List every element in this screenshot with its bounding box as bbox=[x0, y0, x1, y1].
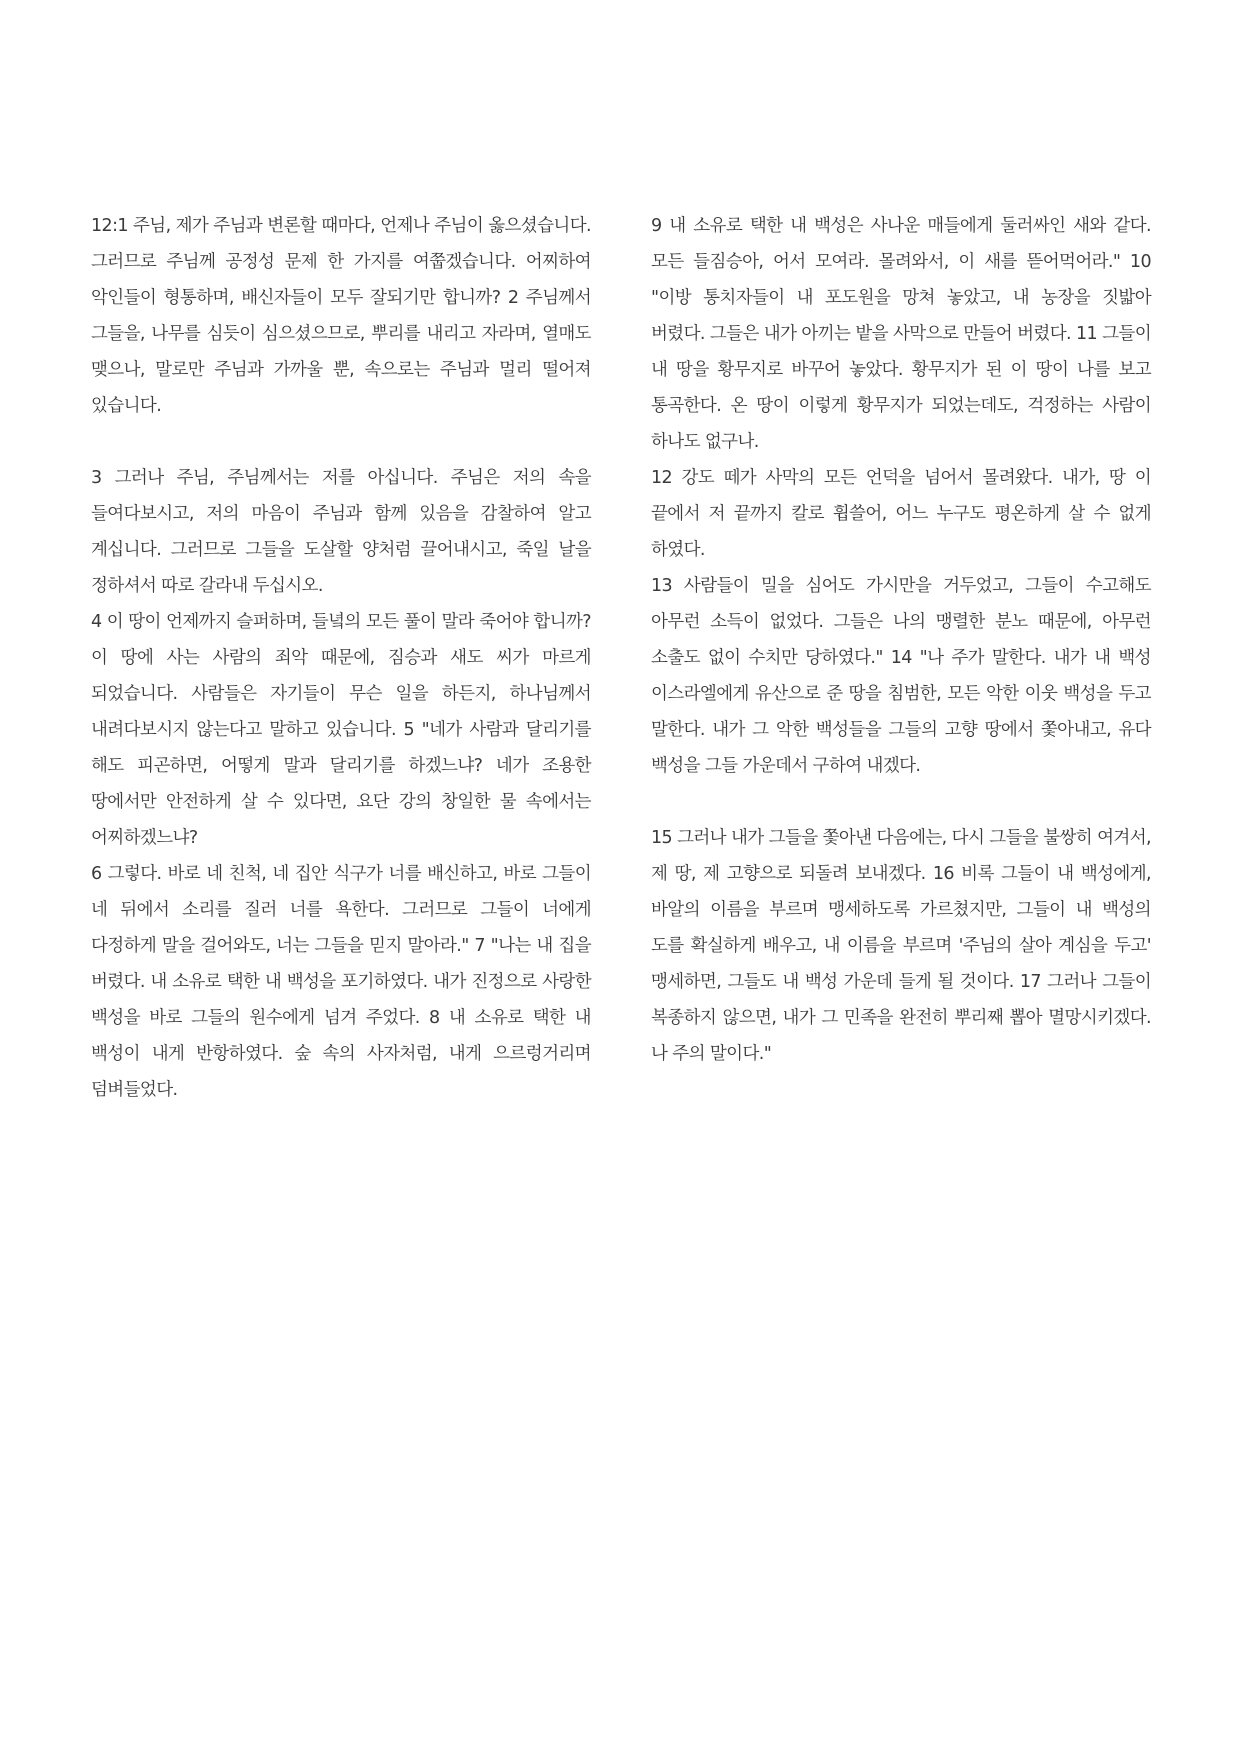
paragraph: 3 그러나 주님, 주님께서는 저를 아십니다. 주님은 저의 속을 들여다보시고, 저의 마음이 주님과 함께 있음을 감찰하여 알고 계십니다. 그러므로 그들을 도살할 양처럼 끌어내시고, 죽일 날을 정하셔서 따로 갈라내 두십시오. bbox=[91, 468, 591, 596]
left-text-column bbox=[91, 208, 591, 1108]
paragraph: 12 강도 떼가 사막의 모든 언덕을 넘어서 몰려왔다. 내가, 땅 이 끝에서 저 끝까지 칼로 휩쓸어, 어느 누구도 평온하게 살 수 없게 하였다. bbox=[651, 468, 1151, 560]
right-text-column bbox=[651, 208, 1151, 1072]
paragraph: 4 이 땅이 언제까지 슬퍼하며, 들녘의 모든 풀이 말라 죽어야 합니까? 이 땅에 사는 사람의 죄악 때문에, 짐승과 새도 씨가 마르게 되었습니다. 사람들은 자기들이 무슨 일을 하든지, 하나님께서 내려다보시지 않는다고 말하고 있습니다. 5 "네가 사람과 달리기를 해도 피곤하면, 어떻게 말과 달리기를 하겠느냐? 네가 조용한 땅에서만 안전하게 살 수 있다면, 요단 강의 창일한 물 속에서는 어찌하겠느냐? bbox=[91, 612, 591, 848]
paragraph: 13 사람들이 밀을 심어도 가시만을 거두었고, 그들이 수고해도 아무런 소득이 없었다. 그들은 나의 맹렬한 분노 때문에, 아무런 소출도 없이 수치만 당하였다." 14 "나 주가 말한다. 내가 내 백성 이스라엘에게 유산으로 준 땅을 침범한, 모든 악한 이웃 백성을 두고 말한다. 내가 그 악한 백성들을 그들의 고향 땅에서 쫓아내고, 유다 백성을 그들 가운데서 구하여 내겠다. bbox=[651, 576, 1151, 776]
paragraph: 12:1 주님, 제가 주님과 변론할 때마다, 언제나 주님이 옳으셨습니다. 그러므로 주님께 공정성 문제 한 가지를 여쭙겠습니다. 어찌하여 악인들이 형통하며, 배신자들이 모두 잘되기만 합니까? 2 주님께서 그들을, 나무를 심듯이 심으셨으므로, 뿌리를 내리고 자라며, 열매도 맺으나, 말로만 주님과 가까울 뿐, 속으로는 주님과 멀리 떨어져 있습니다. bbox=[91, 216, 591, 416]
paragraph: 6 그렇다. 바로 네 친척, 네 집안 식구가 너를 배신하고, 바로 그들이 네 뒤에서 소리를 질러 너를 욕한다. 그러므로 그들이 너에게 다정하게 말을 걸어와도, 너는 그들을 믿지 말아라." 7 "나는 내 집을 버렸다. 내 소유로 택한 내 백성을 포기하였다. 내가 진정으로 사랑한 백성을 바로 그들의 원수에게 넘겨 주었다. 8 내 소유로 택한 내 백성이 내게 반항하였다. 숲 속의 사자처럼, 내게 으르렁거리며 덤벼들었다. bbox=[91, 864, 591, 1100]
paragraph: 15 그러나 내가 그들을 쫓아낸 다음에는, 다시 그들을 불쌍히 여겨서, 제 땅, 제 고향으로 되돌려 보내겠다. 16 비록 그들이 내 백성에게, 바알의 이름을 부르며 맹세하도록 가르쳤지만, 그들이 내 백성의 도를 확실하게 배우고, 내 이름을 부르며 '주님의 살아 계심을 두고' 맹세하면, 그들도 내 백성 가운데 들게 될 것이다. 17 그러나 그들이 복종하지 않으면, 내가 그 민족을 완전히 뿌리째 뽑아 멸망시키겠다. 나 주의 말이다." bbox=[651, 828, 1151, 1064]
paragraph: 9 내 소유로 택한 내 백성은 사나운 매들에게 둘러싸인 새와 같다. 모든 들짐승아, 어서 모여라. 몰려와서, 이 새를 뜯어먹어라." 10 "이방 통치자들이 내 포도원을 망쳐 놓았고, 내 농장을 짓밟아 버렸다. 그들은 내가 아끼는 밭을 사막으로 만들어 버렸다. 11 그들이 내 땅을 황무지로 바꾸어 놓았다. 황무지가 된 이 땅이 나를 보고 통곡한다. 온 땅이 이렇게 황무지가 되었는데도, 걱정하는 사람이 하나도 없구나. bbox=[651, 216, 1151, 452]
